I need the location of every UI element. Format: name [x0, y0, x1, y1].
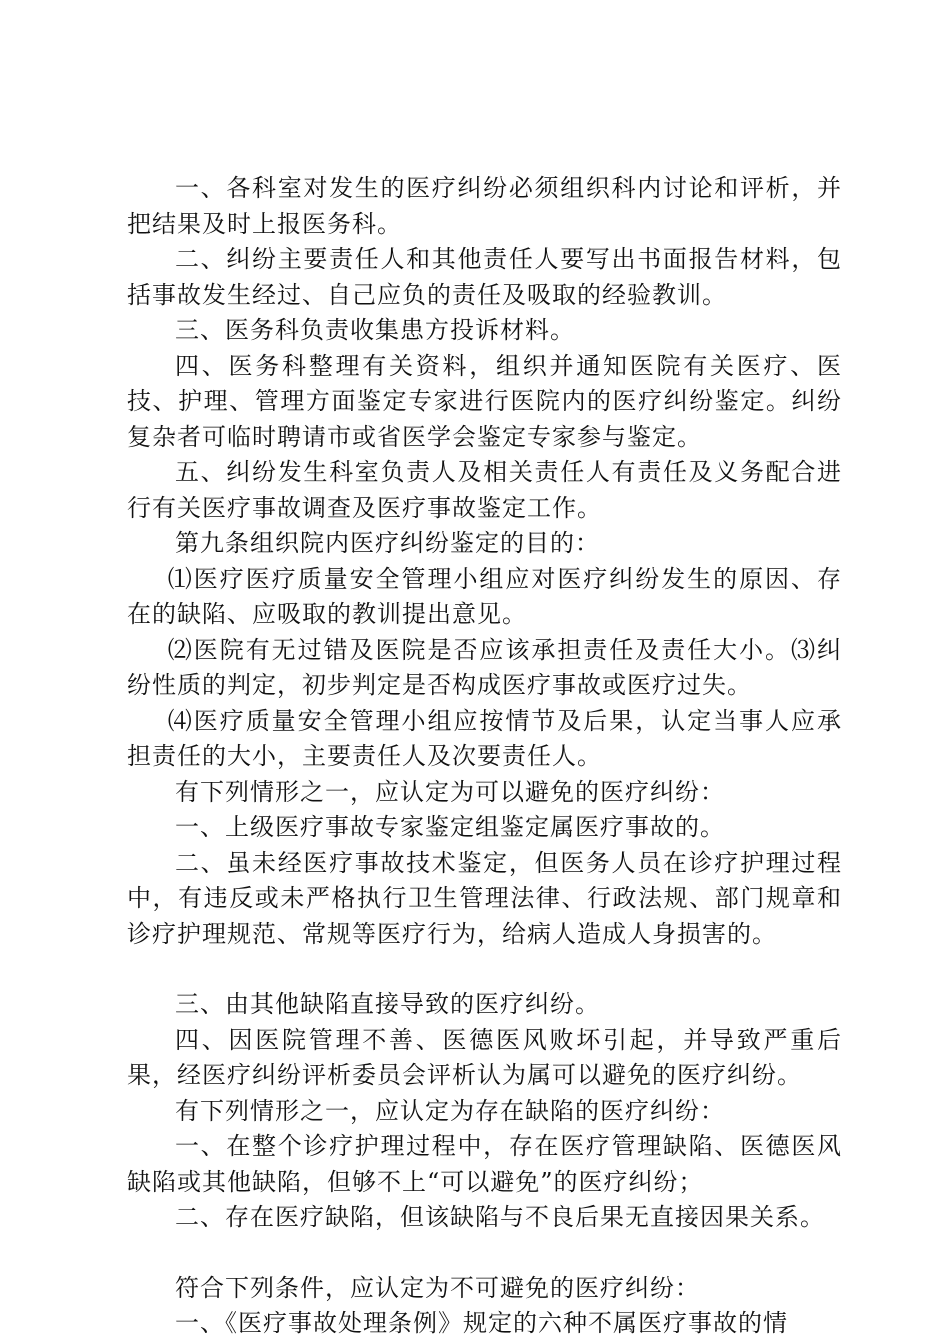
paragraph: 二、存在医疗缺陷，但该缺陷与不良后果无直接因果关系。 — [175, 1203, 825, 1231]
paragraph: 三、医务科负责收集患方投诉材料。 — [175, 316, 575, 344]
paragraph: 一、上级医疗事故专家鉴定组鉴定属医疗事故的。 — [175, 813, 725, 841]
list-item: ⑴医疗医疗质量安全管理小组应对医疗纠纷发生的原因、存在的缺陷、应吸取的教训提出意见。 — [127, 564, 842, 628]
paragraph: 二、虽未经医疗事故技术鉴定，但医务人员在诊疗护理过程中，有违反或未严格执行卫生管理法律、行政法规、部门规章和诊疗护理规范、常规等医疗行为，给病人造成人身损害的。 — [127, 848, 842, 948]
paragraph: 一、在整个诊疗护理过程中，存在医疗管理缺陷、医德医风缺陷或其他缺陷，但够不上“可以避免”的医疗纠纷； — [127, 1132, 842, 1196]
paragraph: 有下列情形之一，应认定为可以避免的医疗纠纷： — [175, 777, 725, 806]
paragraph: 四、医务科整理有关资料，组织并通知医院有关医疗、医技、护理、管理方面鉴定专家进行医院内的医疗纠纷鉴定。纠纷复杂者可临时聘请市或省医学会鉴定专家参与鉴定。 — [127, 351, 842, 451]
list-item: ⑷医疗质量安全管理小组应按情节及后果，认定当事人应承担责任的大小，主要责任人及次要责任人。 — [127, 706, 842, 770]
paragraph: 五、纠纷发生科室负责人及相关责任人有责任及义务配合进行有关医疗事故调查及医疗事故鉴定工作。 — [127, 458, 842, 522]
paragraph: 一、各科室对发生的医疗纠纷必须组织科内讨论和评析，并把结果及时上报医务科。 — [127, 174, 842, 238]
paragraph: 有下列情形之一，应认定为存在缺陷的医疗纠纷： — [175, 1096, 725, 1125]
paragraph: 二、纠纷主要责任人和其他责任人要写出书面报告材料，包括事故发生经过、自己应负的责任及吸取的经验教训。 — [127, 245, 842, 309]
paragraph: 四、因医院管理不善、医德医风败坏引起，并导致严重后果，经医疗纠纷评析委员会评析认为属可以避免的医疗纠纷。 — [127, 1025, 842, 1089]
document-body — [127, 171, 842, 1342]
section-heading: 第九条组织院内医疗纠纷鉴定的目的： — [175, 529, 600, 557]
list-item: ⑵医院有无过错及医院是否应该承担责任及责任大小。⑶纠纷性质的判定，初步判定是否构成医疗事故或医疗过失。 — [127, 635, 842, 699]
paragraph: 符合下列条件，应认定为不可避免的医疗纠纷： — [175, 1273, 700, 1302]
paragraph: 一、《医疗事故处理条例》规定的六种不属医疗事故的情 — [175, 1309, 788, 1337]
paragraph: 三、由其他缺陷直接导致的医疗纠纷。 — [175, 990, 600, 1018]
